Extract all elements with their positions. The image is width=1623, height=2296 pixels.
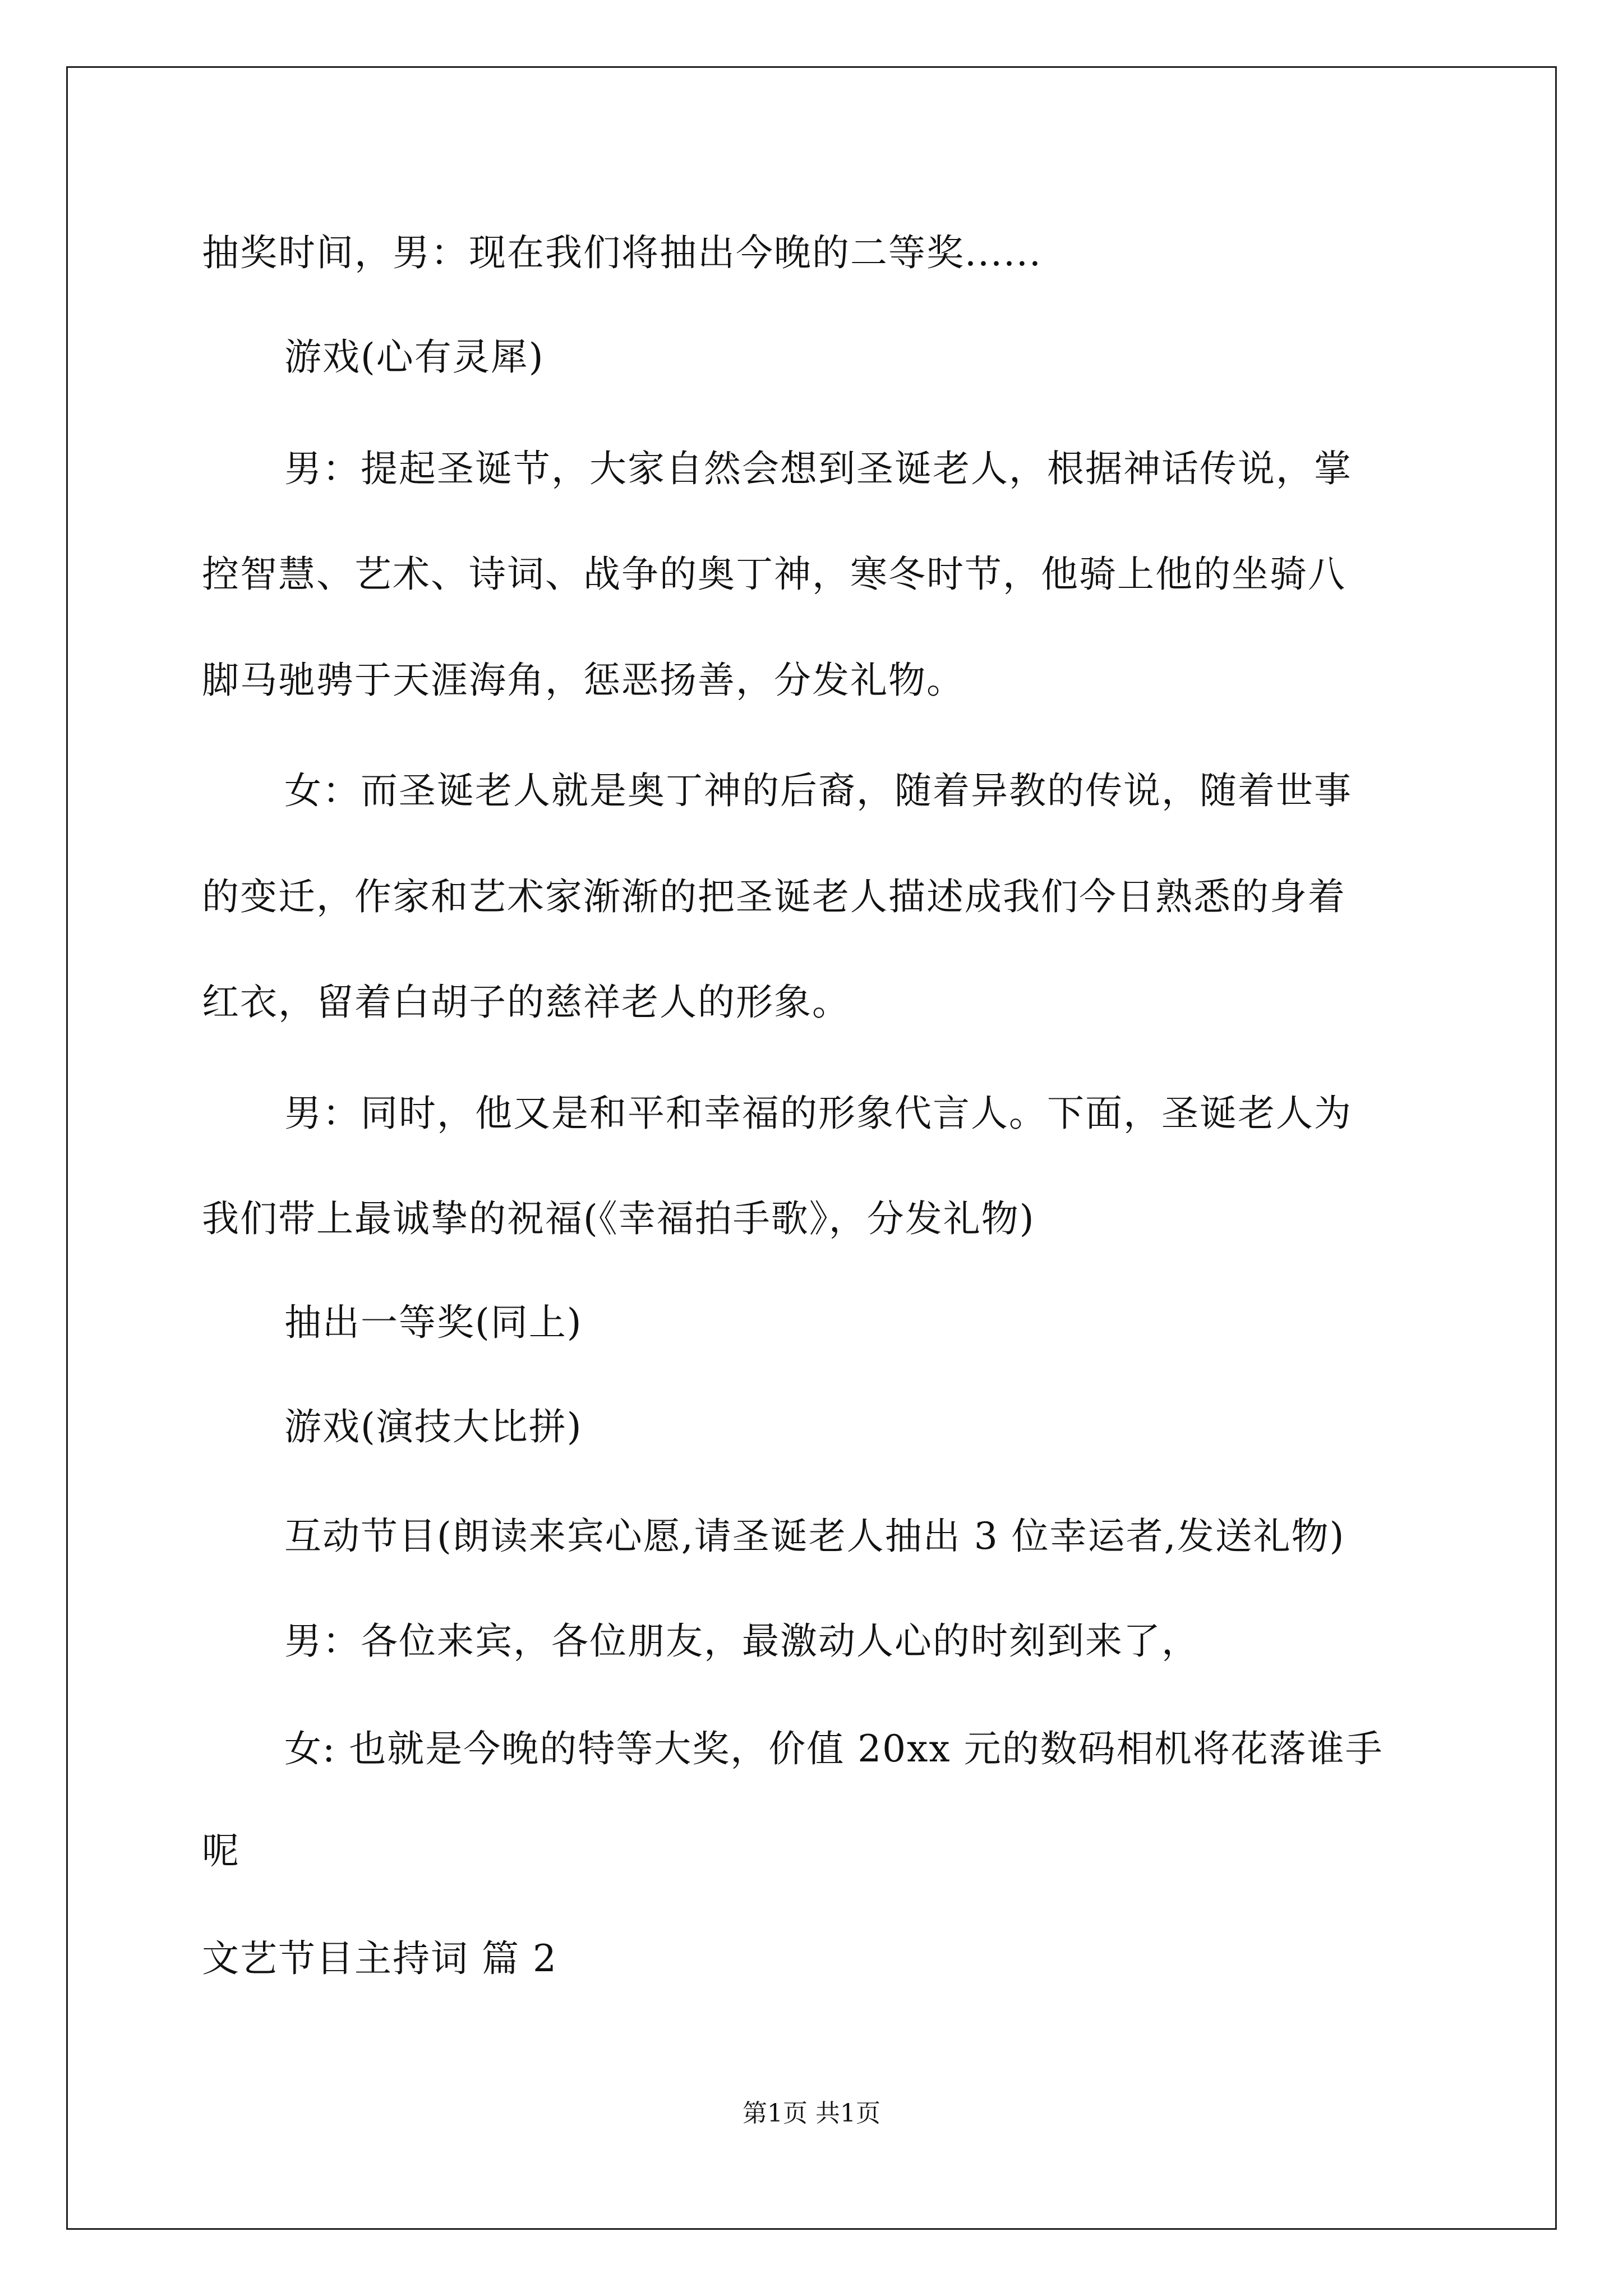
text-line: 抽出一等奖(同上) xyxy=(284,1301,583,1344)
text-line: 男：同时，他又是和平和幸福的形象代言人。下面，圣诞老人为 xyxy=(284,1092,1352,1135)
text-line: 男：提起圣诞节，大家自然会想到圣诞老人，根据神话传说，掌 xyxy=(284,447,1352,490)
text-line: 男：各位来宾，各位朋友，最激动人心的时刻到来了， xyxy=(284,1619,1200,1663)
text-line: 控智慧、艺术、诗词、战争的奥丁神，寒冬时节，他骑上他的坐骑八 xyxy=(202,553,1346,596)
page-border xyxy=(66,66,1557,2230)
text-line: 女: 也就是今晚的特等大奖，价值 20xx 元的数码相机将花落谁手 xyxy=(284,1727,1384,1770)
text-line: 女：而圣诞老人就是奥丁神的后裔，随着异教的传说，随着世事 xyxy=(284,769,1352,812)
text-line: 抽奖时间，男：现在我们将抽出今晚的二等奖...... xyxy=(202,231,1042,274)
page-footer: 第1页 共1页 xyxy=(743,2099,880,2128)
text-line: 互动节目(朗读来宾心愿,请圣诞老人抽出 3 位幸运者,发送礼物) xyxy=(284,1515,1345,1558)
section-heading: 文艺节目主持词 篇 2 xyxy=(202,1937,557,1980)
text-line: 游戏(演技大比拼) xyxy=(284,1405,583,1448)
text-line: 的变迁，作家和艺术家渐渐的把圣诞老人描述成我们今日熟悉的身着 xyxy=(202,875,1346,918)
text-line: 红衣，留着白胡子的慈祥老人的形象。 xyxy=(202,981,850,1024)
text-line: 游戏(心有灵犀) xyxy=(284,335,545,379)
text-line: 呢 xyxy=(202,1829,240,1872)
text-line: 脚马驰骋于天涯海角，惩恶扬善，分发礼物。 xyxy=(202,659,965,702)
text-line: 我们带上最诚挚的祝福(《幸福拍手歌》，分发礼物) xyxy=(202,1197,1035,1240)
